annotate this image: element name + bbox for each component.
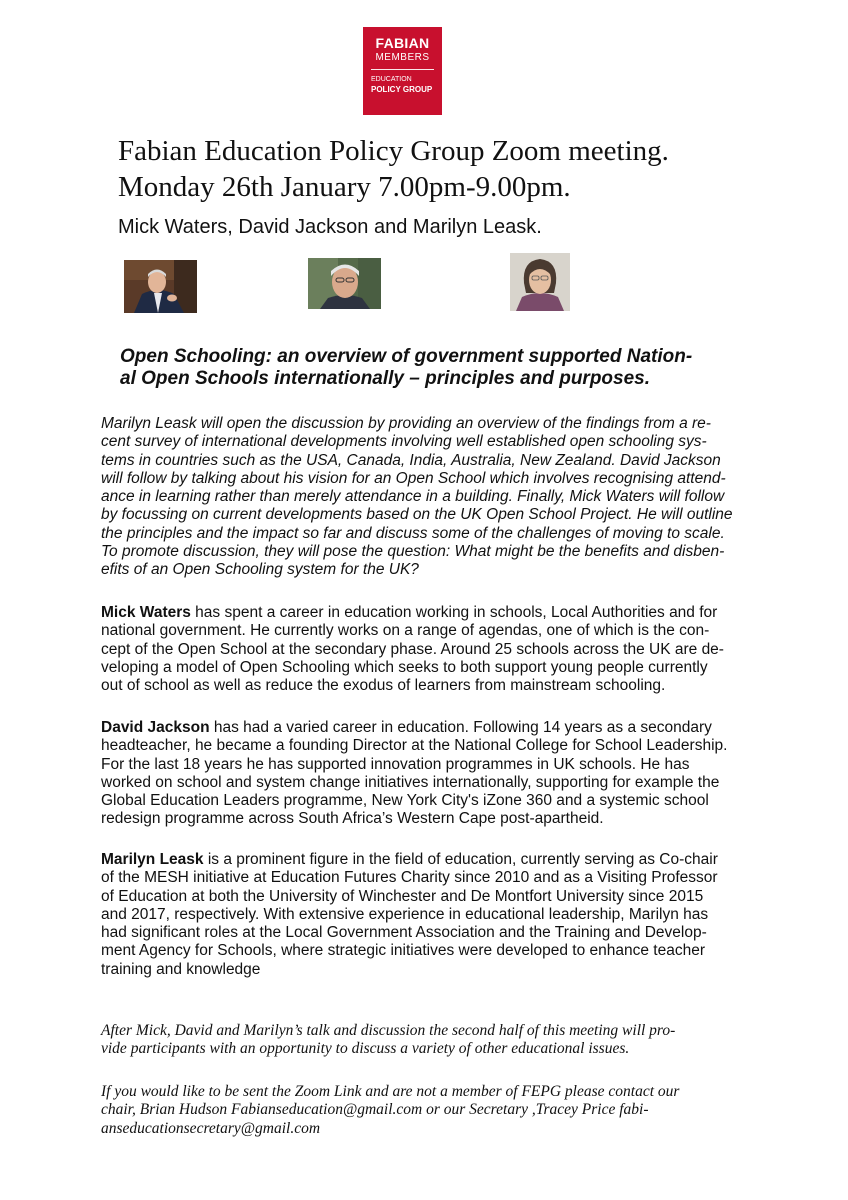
photo-marilyn-leask bbox=[510, 253, 570, 311]
logo-line-education: EDUCATION bbox=[371, 76, 412, 83]
closing-line: vide participants with an opportunity to discuss a variety of other educational issues. bbox=[101, 1040, 630, 1058]
logo-divider bbox=[371, 69, 434, 70]
intro-line: cent survey of international developments involving well established open schooling sys- bbox=[101, 433, 707, 451]
bio-line: Global Education Leaders programme, New York City's iZone 360 and a systemic school bbox=[101, 792, 709, 810]
intro-line: Marilyn Leask will open the discussion by providing an overview of the findings from a re- bbox=[101, 415, 711, 432]
page-title-line-1: Fabian Education Policy Group Zoom meeting. bbox=[118, 135, 669, 167]
intro-line: the principles and the impact so far and discuss some of the challenges of moving to scale. bbox=[101, 524, 725, 542]
intro-line: by focussing on current developments based on the UK Open School Project. He will outline bbox=[101, 506, 733, 524]
bio-line: For the last 18 years he has supported innovation programmes in UK schools. He has bbox=[101, 755, 690, 773]
bio-line: worked on school and system change initiatives internationally, supporting for example the bbox=[101, 773, 720, 791]
bio-line: of the MESH initiative at Education Futures Charity since 2010 and as a Visiting Professor bbox=[101, 869, 718, 887]
speakers-line: Mick Waters, David Jackson and Marilyn Leask. bbox=[118, 216, 542, 238]
bio-first-line bbox=[101, 604, 821, 622]
intro-line: To promote discussion, they will pose the question: What might be the benefits and disben- bbox=[101, 543, 725, 561]
contact-line: anseducationsecretary@gmail.com bbox=[101, 1119, 321, 1137]
intro-line: will follow by talking about his vision for an Open School which involves recognising attend- bbox=[101, 469, 726, 487]
logo-line-members: MEMBERS bbox=[375, 52, 430, 63]
photo-mick-waters bbox=[124, 260, 197, 313]
contact-line: chair, Brian Hudson Fabianseducation@gmail.com or our Secretary ,Tracey Price fabi- bbox=[101, 1101, 649, 1119]
closing-line: After Mick, David and Marilyn’s talk and discussion the second half of this meeting will pro- bbox=[101, 1022, 676, 1039]
bio-line: out of school as well as reduce the exodus of learners from mainstream schooling. bbox=[101, 677, 666, 695]
intro-line: tems in countries such as the USA, Canada, India, Australia, New Zealand. David Jackson bbox=[101, 451, 721, 469]
page-title-line-2: Monday 26th January 7.00pm-9.00pm. bbox=[118, 171, 571, 203]
intro-line: efits of an Open Schooling system for the UK? bbox=[101, 561, 419, 579]
bio-line: redesign programme across South Africa’s Western Cape post-apartheid. bbox=[101, 810, 604, 828]
logo-line-fabian: FABIAN bbox=[375, 35, 430, 51]
closing-paragraph bbox=[101, 1022, 821, 1059]
contact-paragraph bbox=[101, 1083, 821, 1138]
talk-title bbox=[120, 346, 760, 390]
bio-marilyn-leask bbox=[101, 851, 821, 979]
bio-name: Marilyn Leask bbox=[101, 851, 204, 868]
bio-line: of Education at both the University of Winchester and De Montfort University since 2015 bbox=[101, 887, 704, 905]
contact-line: If you would like to be sent the Zoom Link and are not a member of FEPG please contact our bbox=[101, 1083, 680, 1100]
intro-paragraph bbox=[101, 415, 821, 580]
intro-line: ance in learning rather than merely attendance in a building. Finally, Mick Waters will follow bbox=[101, 488, 725, 506]
bio-line: had significant roles at the Local Government Association and the Training and Develop- bbox=[101, 924, 707, 942]
bio-first-text: has had a varied career in education. Following 14 years as a secondary bbox=[209, 719, 712, 736]
bio-david-jackson bbox=[101, 719, 821, 829]
logo-line-policy-group: POLICY GROUP bbox=[371, 85, 433, 94]
bio-first-text: has spent a career in education working in schools, Local Authorities and for bbox=[190, 604, 718, 621]
bio-first-line bbox=[101, 719, 821, 737]
bio-line: veloping a model of Open Schooling which seeks to both support young people currently bbox=[101, 658, 708, 676]
bio-line: training and knowledge bbox=[101, 960, 261, 978]
bio-first-line bbox=[101, 851, 821, 869]
fabian-logo bbox=[363, 27, 442, 115]
bio-line: and 2017, respectively. With extensive experience in educational leadership, Marilyn has bbox=[101, 905, 709, 923]
bio-name: Mick Waters bbox=[101, 604, 191, 621]
talk-title-line-2: al Open Schools internationally – principles and purposes. bbox=[120, 368, 651, 389]
talk-title-line-1: Open Schooling: an overview of government supported Nation- bbox=[120, 346, 693, 367]
bio-first-text: is a prominent figure in the field of education, currently serving as Co-chair bbox=[203, 851, 718, 868]
bio-name: David Jackson bbox=[101, 719, 210, 736]
bio-line: ment Agency for Schools, where strategic initiatives were developed to enhance teacher bbox=[101, 942, 705, 960]
bio-line: national government. He currently works on a range of agendas, one of which is the con- bbox=[101, 622, 710, 640]
bio-line: cept of the Open School at the secondary phase. Around 25 schools across the UK are de- bbox=[101, 640, 724, 658]
bio-line: headteacher, he became a founding Director at the National College for School Leadership. bbox=[101, 737, 728, 755]
photo-david-jackson bbox=[308, 258, 381, 309]
bio-mick-waters bbox=[101, 604, 821, 695]
